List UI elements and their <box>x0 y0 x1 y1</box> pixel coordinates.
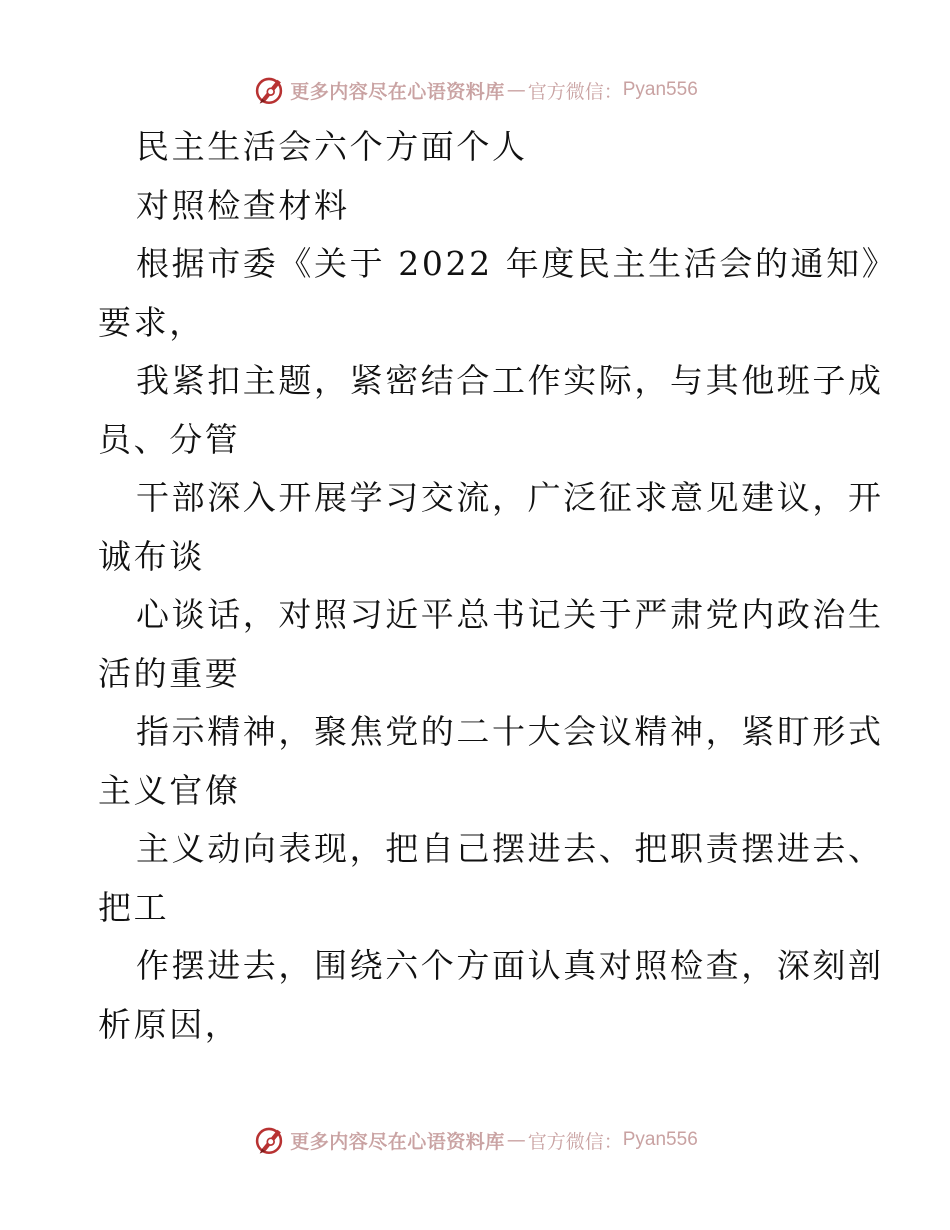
document-line: 析原因， <box>98 1004 241 1044</box>
document-line: 诚布谈 <box>98 536 205 576</box>
document-line: 指示精神，聚焦党的二十大会议精神，紧盯形式 <box>136 712 884 751</box>
document-line: 员、分管 <box>98 419 241 459</box>
document-line: 心谈话，对照习近平总书记关于严肃党内政治生 <box>136 595 884 634</box>
header-contact-label: 官方微信： <box>527 80 623 103</box>
document-line: 根据市委《关于 2022 年度民主生活会的通知》 <box>136 244 898 283</box>
footer-contact-label: 官方微信： <box>527 1130 623 1153</box>
document-line: 主义动向表现，把自己摆进去、把职责摆进去、 <box>136 829 884 868</box>
pen-circle-logo-icon <box>252 1123 286 1157</box>
document-line: 干部深入开展学习交流，广泛征求意见建议，开 <box>136 478 884 517</box>
document-body <box>98 118 898 1054</box>
document-line: 活的重要 <box>98 653 241 693</box>
document-line: 要求， <box>98 302 205 342</box>
header-site-text: 更多内容尽在心语资料库 <box>290 80 505 103</box>
footer-watermark <box>0 1120 950 1160</box>
footer-site-text: 更多内容尽在心语资料库 <box>290 1130 505 1153</box>
document-line: 对照检查材料 <box>136 185 350 225</box>
header-separator: — <box>506 79 526 101</box>
document-line: 作摆进去，围绕六个方面认真对照检查，深刻剖 <box>136 946 884 985</box>
document-line: 民主生活会六个方面个人 <box>136 127 528 166</box>
header-watermark <box>0 70 950 110</box>
document-line: 我紧扣主题，紧密结合工作实际，与其他班子成 <box>136 361 884 400</box>
document-line: 主义官僚 <box>98 770 241 810</box>
footer-contact-id: Pyan556 <box>622 1129 698 1150</box>
pen-circle-logo-icon <box>252 73 286 107</box>
header-contact-id: Pyan556 <box>622 79 698 100</box>
footer-separator: — <box>506 1129 526 1151</box>
document-line: 把工 <box>98 887 170 927</box>
